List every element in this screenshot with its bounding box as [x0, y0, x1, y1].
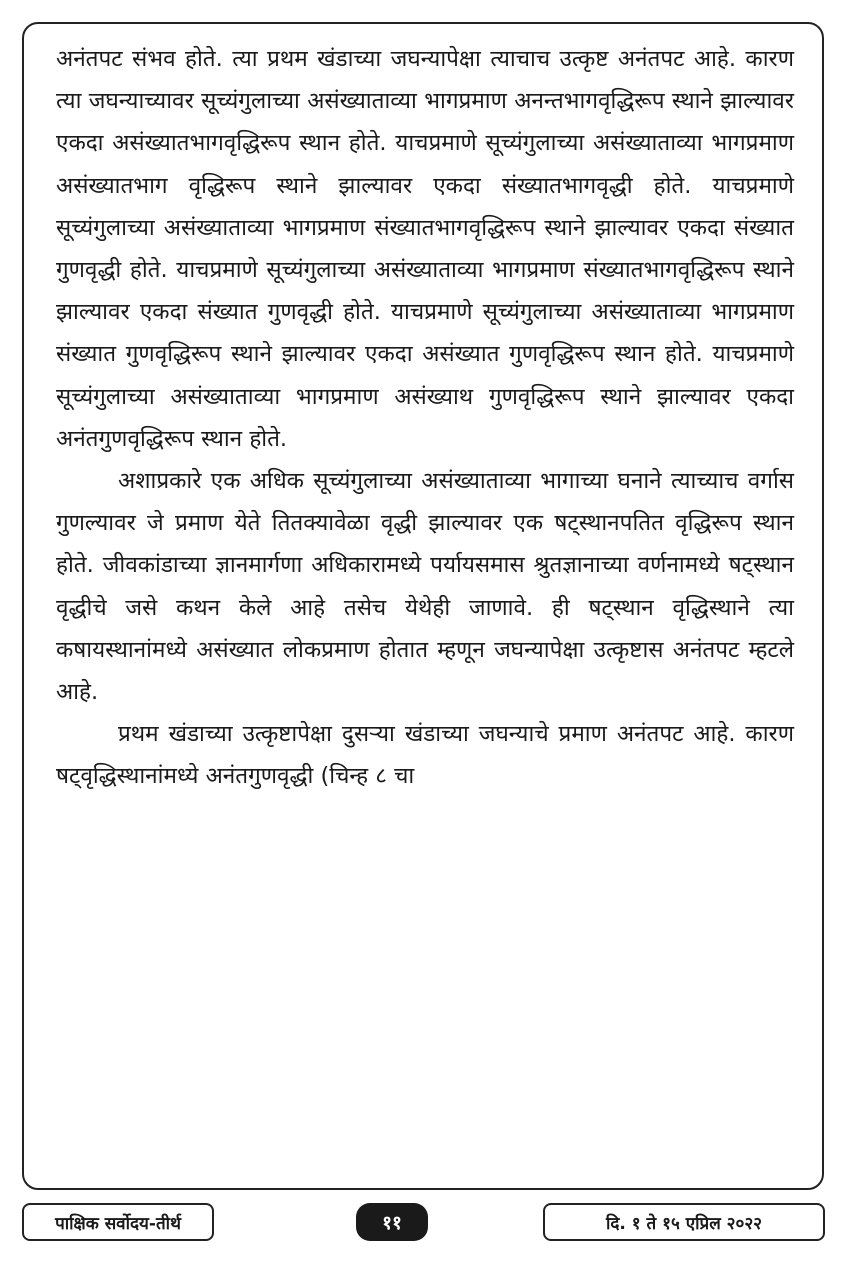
page-number: ११ [356, 1203, 428, 1241]
paragraph-1: अनंतपट संभव होते. त्या प्रथम खंडाच्या जघन्यापेक्षा त्याचाच उत्कृष्ट अनंतपट आहे. कारण त्या जघन्याच्यावर सूच्यंगुलाच्या असंख्याताव्या भागप्रमाण अनन्तभागवृद्धिरूप स्थाने झाल्यावर एकदा असंख्यातभागवृद्धिरूप स्थान होते. याचप्रमाणे सूच्यंगुलाच्या असंख्याताव्या भागप्रमाण असंख्यातभाग वृद्धिरूप स्थाने झाल्यावर एकदा संख्यातभागवृद्धी होते. याचप्रमाणे सूच्यंगुलाच्या असंख्याताव्या भागप्रमाण संख्यातभागवृद्धिरूप स्थाने झाल्यावर एकदा संख्यात गुणवृद्धी होते. याचप्रमाणे सूच्यंगुलाच्या असंख्याताव्या भागप्रमाण संख्यातभागवृद्धिरूप स्थाने झाल्यावर एकदा संख्यात गुणवृद्धी होते. याचप्रमाणे सूच्यंगुलाच्या असंख्याताव्या भागप्रमाण संख्यात गुणवृद्धिरूप स्थाने झाल्यावर एकदा असंख्यात गुणवृद्धिरूप स्थान होते. याचप्रमाणे सूच्यंगुलाच्या असंख्याताव्या भागप्रमाण असंख्याथ गुणवृद्धिरूप स्थाने झाल्यावर एकदा अनंतगुणवृद्धिरूप स्थान होते. [56, 46, 794, 452]
paragraph-3: प्रथम खंडाच्या उत्कृष्टापेक्षा दुसऱ्या खंडाच्या जघन्याचे प्रमाण अनंतपट आहे. कारण षट्वृद्धिस्थानांमध्ये अनंतगुणवृद्धी (चिन्ह ८ चा [56, 721, 794, 790]
body-text [56, 38, 794, 798]
publication-name: पाक्षिक सर्वोदय-तीर्थ [22, 1203, 214, 1241]
paragraph-2: अशाप्रकारे एक अधिक सूच्यंगुलाच्या असंख्याताव्या भागाच्या घनाने त्याच्याच वर्गास गुणल्यावर जे प्रमाण येते तितक्यावेळा वृद्धी झाल्यावर एक षट्स्थानपतित वृद्धिरूप स्थान होते. जीवकांडाच्या ज्ञानमार्गणा अधिकारामध्ये पर्यायसमास श्रुतज्ञानाच्या वर्णनामध्ये षट्स्थान वृद्धीचे जसे कथन केले आहे तसेच येथेही जाणावे. ही षट्स्थान वृद्धिस्थाने त्या कषायस्थानांमध्ये असंख्यात लोकप्रमाण होतात म्हणून जघन्यापेक्षा उत्कृष्टास अनंतपट म्हटले आहे. [56, 468, 794, 706]
issue-date: दि. १ ते १५ एप्रिल २०२२ [543, 1203, 825, 1241]
